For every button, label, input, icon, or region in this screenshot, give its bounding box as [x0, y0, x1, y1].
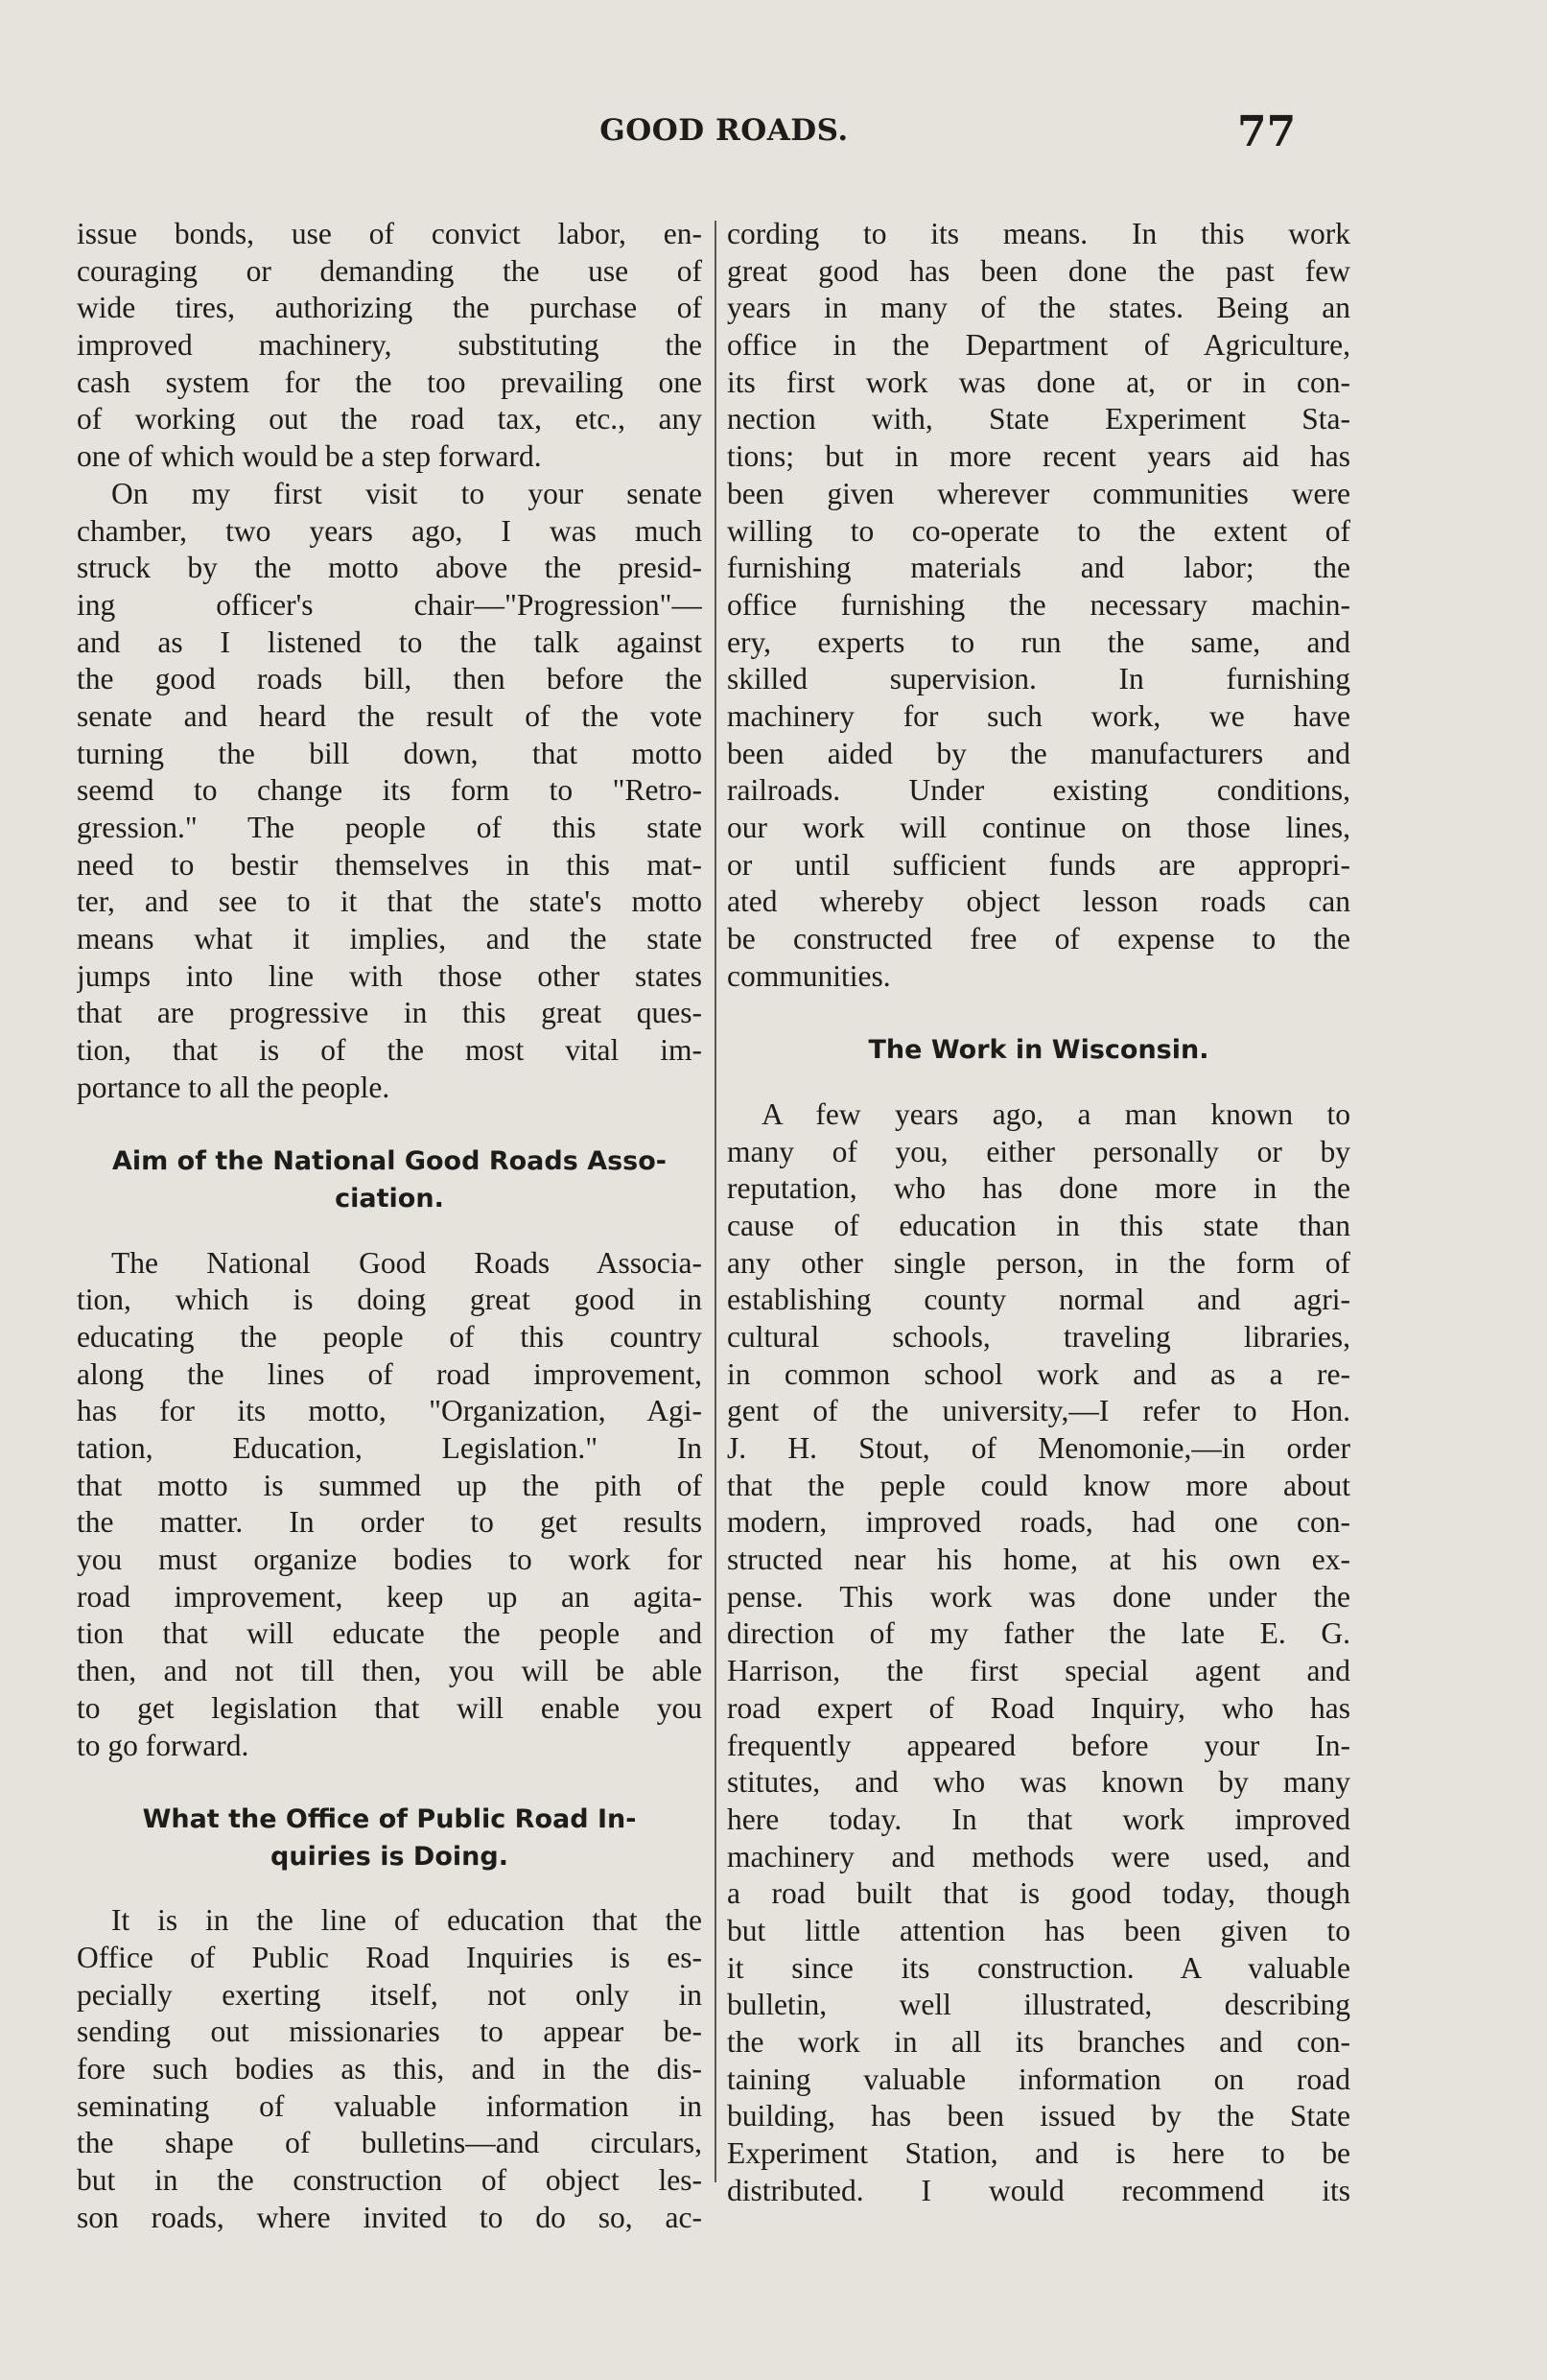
text-line: cording to its means. In this work: [727, 217, 1350, 250]
spacer: [727, 1070, 1350, 1096]
text-line: pecially exerting itself, not only in: [77, 1977, 702, 2012]
text-line: any other single person, in the form of: [727, 1245, 1350, 1280]
text-line: the good roads bill, then before the: [77, 662, 702, 696]
text-line: of working out the road tax, etc., any: [77, 402, 702, 436]
text-line: nection with, State Experiment Sta-: [727, 402, 1350, 436]
text-line: It is in the line of education that the: [111, 1903, 702, 1938]
text-line: its first work was done at, or in con-: [727, 365, 1350, 399]
page-number: 77: [1237, 107, 1297, 156]
text-line: along the lines of road improvement,: [77, 1356, 702, 1391]
text-line: seminating of valuable information in: [77, 2088, 702, 2123]
heading-line: Aim of the National Good Roads Asso-: [112, 1146, 667, 1177]
spacer: [77, 1875, 702, 1902]
text-line: improved machinery, substituting the: [77, 328, 702, 363]
text-line: ated whereby object lesson roads can: [727, 884, 1350, 919]
text-line: A few years ago, a man known to: [762, 1096, 1350, 1131]
text-line: and as I listened to the talk against: [77, 624, 702, 659]
text-line: educating the people of this country: [77, 1319, 702, 1354]
spacer: [77, 1764, 702, 1802]
text-line: ery, experts to run the same, and: [727, 624, 1350, 659]
text-line: our work will continue on those lines,: [727, 811, 1350, 844]
spacer: [77, 1218, 702, 1245]
heading-line: What the Office of Public Road In-: [142, 1803, 637, 1834]
text-line: communities.: [727, 958, 891, 993]
text-line: taining valuable information on road: [727, 2062, 1350, 2096]
text-line: The National Good Roads Associa-: [111, 1245, 702, 1280]
text-line: office furnishing the necessary machin-: [727, 587, 1350, 622]
running-head: GOOD ROADS.: [599, 113, 849, 148]
text-line: office in the Department of Agriculture,: [727, 328, 1350, 363]
text-line: great good has been done the past few: [727, 253, 1350, 288]
text-line: establishing county normal and agri-: [727, 1283, 1350, 1317]
text-line: or until sufficient funds are appropri-: [727, 847, 1350, 882]
text-line: tion, which is doing great good in: [77, 1283, 702, 1317]
text-line: direction of my father the late E. G.: [727, 1616, 1350, 1651]
text-line: machinery for such work, we have: [727, 698, 1350, 733]
text-line: issue bonds, use of convict labor, en-: [77, 217, 702, 250]
text-line: the work in all its branches and con-: [727, 2025, 1350, 2059]
text-line: be constructed free of expense to the: [727, 922, 1350, 956]
text-line: frequently appeared before your In-: [727, 1728, 1350, 1762]
paragraph-right-1: [727, 216, 1350, 995]
text-line: cash system for the too prevailing one: [77, 365, 702, 399]
text-line: road expert of Road Inquiry, who has: [727, 1690, 1350, 1725]
text-line: gression." The people of this state: [77, 811, 702, 844]
text-line: cultural schools, traveling libraries,: [727, 1319, 1350, 1354]
text-line: senate and heard the result of the vote: [77, 698, 702, 733]
text-line: then, and not till then, you will be able: [77, 1654, 702, 1688]
text-line: need to bestir themselves in this mat-: [77, 847, 702, 882]
text-line: road improvement, keep up an agita-: [77, 1579, 702, 1614]
text-line: Harrison, the first special agent and: [727, 1654, 1350, 1688]
text-line: willing to co-operate to the extent of: [727, 513, 1350, 548]
text-line: been given wherever communities were: [727, 476, 1350, 510]
text-line: but in the construction of object les-: [77, 2163, 702, 2198]
text-line: Experiment Station, and is here to be: [727, 2136, 1350, 2171]
text-line: that motto is summed up the pith of: [77, 1468, 702, 1502]
text-line: that are progressive in this great ques-: [77, 996, 702, 1030]
text-line: jumps into line with those other states: [77, 958, 702, 993]
text-line: years in many of the states. Being an: [727, 291, 1350, 325]
text-line: here today. In that work improved: [727, 1802, 1350, 1836]
page-header: [0, 107, 1547, 171]
text-line: tion that will educate the people and: [77, 1616, 702, 1651]
text-line: chamber, two years ago, I was much: [77, 513, 702, 548]
spacer: [77, 1107, 702, 1144]
paragraph-left-2: [77, 476, 702, 1107]
text-line: modern, improved roads, had one con-: [727, 1505, 1350, 1540]
text-line: a road built that is good today, though: [727, 1876, 1350, 1911]
text-line: On my first visit to your senate: [111, 476, 702, 510]
text-line: Office of Public Road Inquiries is es-: [77, 1940, 702, 1974]
paragraph-left-3: [77, 1245, 702, 1765]
text-line: sending out missionaries to appear be-: [77, 2015, 702, 2049]
text-line: struck by the motto above the presid-: [77, 551, 702, 585]
text-line: bulletin, well illustrated, describing: [727, 1988, 1350, 2022]
text-line: machinery and methods were used, and: [727, 1839, 1350, 1873]
column-divider: [715, 221, 716, 2182]
text-line: gent of the university,—I refer to Hon.: [727, 1394, 1350, 1428]
text-line: the matter. In order to get results: [77, 1505, 702, 1540]
text-line: tion, that is of the most vital im-: [77, 1033, 702, 1068]
text-line: the shape of bulletins—and circulars,: [77, 2126, 702, 2160]
text-line: skilled supervision. In furnishing: [727, 662, 1350, 696]
text-line: structed near his home, at his own ex-: [727, 1543, 1350, 1577]
text-line: one of which would be a step forward.: [77, 439, 542, 474]
text-line: distributed. I would recommend its: [727, 2173, 1350, 2207]
text-line: railroads. Under existing conditions,: [727, 773, 1350, 808]
heading-line: ciation.: [335, 1183, 444, 1214]
text-line: to go forward.: [77, 1728, 249, 1762]
section-heading-office: [77, 1802, 702, 1875]
text-line: fore such bodies as this, and in the dis-: [77, 2052, 702, 2085]
text-line: means what it implies, and the state: [77, 922, 702, 956]
text-line: turning the bill down, that motto: [77, 736, 702, 770]
text-line: you must organize bodies to work for: [77, 1543, 702, 1577]
text-line: to get legislation that will enable you: [77, 1690, 702, 1725]
text-line: wide tires, authorizing the purchase of: [77, 291, 702, 325]
text-line: has for its motto, "Organization, Agi-: [77, 1394, 702, 1428]
text-line: J. H. Stout, of Menomonie,—in order: [727, 1431, 1350, 1465]
text-line: reputation, who has done more in the: [727, 1171, 1350, 1206]
text-line: building, has been issued by the State: [727, 2099, 1350, 2133]
section-heading-wisconsin: The Work in Wisconsin.: [868, 1035, 1209, 1066]
text-line: ing officer's chair—"Progression"—: [77, 587, 702, 622]
paragraph-right-2: [727, 1096, 1350, 2210]
text-line: in common school work and as a re-: [727, 1356, 1350, 1391]
spacer: [727, 995, 1350, 1032]
text-line: been aided by the manufacturers and: [727, 736, 1350, 770]
text-line: tions; but in more recent years aid has: [727, 439, 1350, 474]
text-line: it since its construction. A valuable: [727, 1950, 1350, 1985]
section-heading-aim: [77, 1143, 702, 1217]
text-line: tation, Education, Legislation." In: [77, 1431, 702, 1465]
paragraph-left-1: [77, 216, 702, 476]
text-line: ter, and see to it that the state's motto: [77, 884, 702, 919]
text-line: son roads, where invited to do so, ac-: [77, 2200, 702, 2234]
text-line: couraging or demanding the use of: [77, 253, 702, 288]
text-line: seemd to change its form to "Retro-: [77, 773, 702, 808]
text-line: stitutes, and who was known by many: [727, 1765, 1350, 1800]
text-line: furnishing materials and labor; the: [727, 551, 1350, 585]
paragraph-left-4: [77, 1902, 702, 2236]
text-line: that the peple could know more about: [727, 1468, 1350, 1502]
text-line: cause of education in this state than: [727, 1208, 1350, 1242]
heading-line: quiries is Doing.: [270, 1841, 508, 1872]
text-line: pense. This work was done under the: [727, 1579, 1350, 1614]
left-column: [77, 216, 702, 2234]
text-line: but little attention has been given to: [727, 1913, 1350, 1947]
text-line: many of you, either personally or by: [727, 1134, 1350, 1168]
right-column: [727, 216, 1350, 2207]
text-line: portance to all the people.: [77, 1070, 390, 1104]
